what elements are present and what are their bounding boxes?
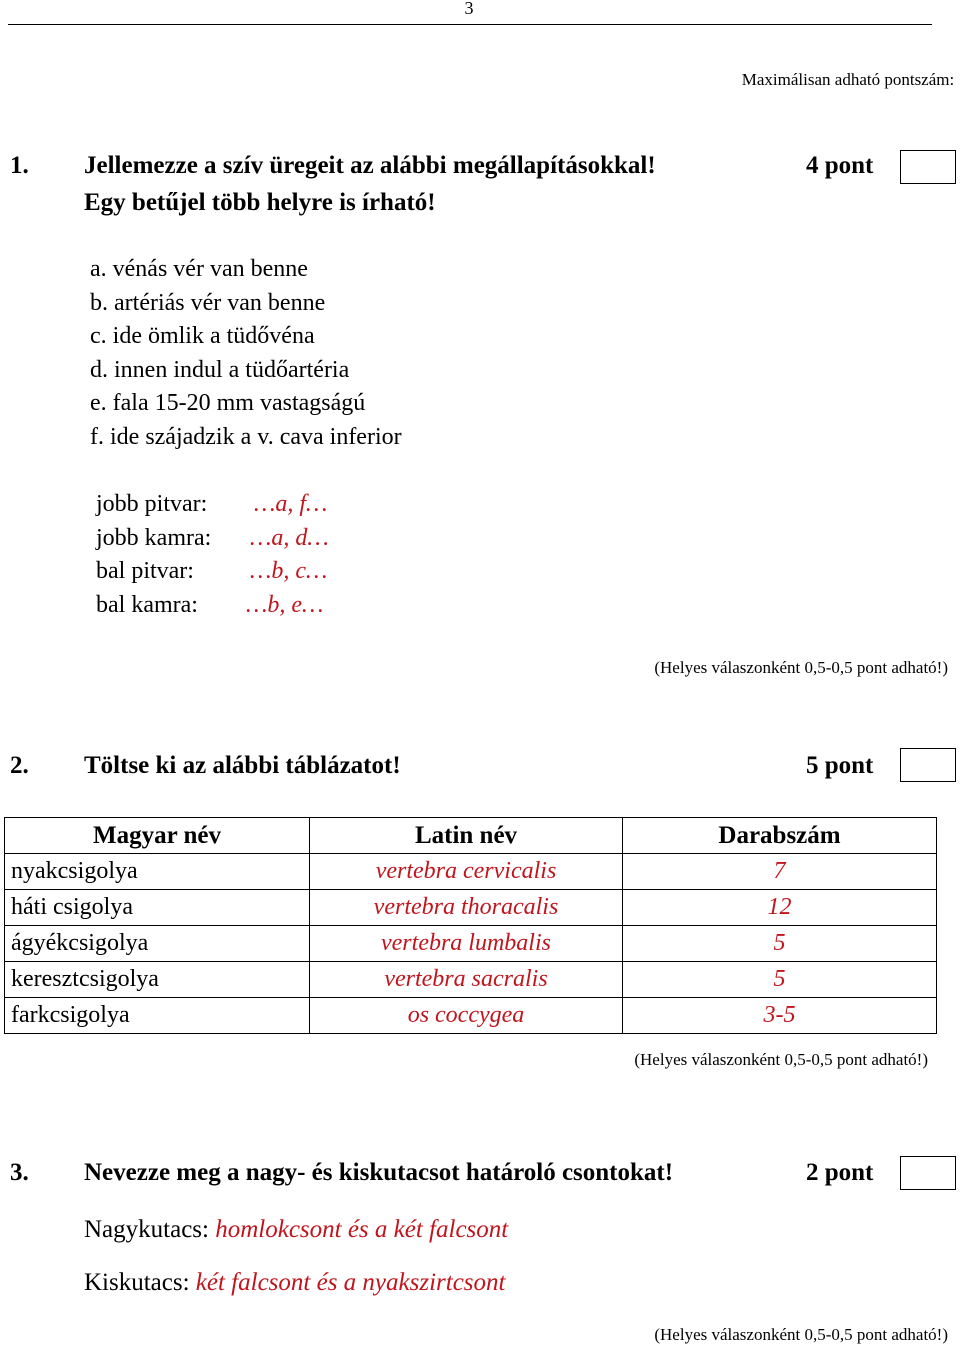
header-count: Darabszám	[623, 818, 937, 854]
q3-answer-value[interactable]: két falcsont és a nyakszirtcsont	[195, 1269, 506, 1296]
q1-option: a. vénás vér van benne	[90, 256, 308, 282]
q3-points: 2 pont	[806, 1159, 874, 1186]
q1-answer-label: jobb kamra:	[96, 525, 212, 551]
q3-score-box[interactable]	[900, 1156, 956, 1190]
table-row	[5, 854, 937, 890]
q1-option: f. ide szájadzik a v. cava inferior	[90, 424, 402, 450]
cell-count[interactable]: 7	[623, 854, 937, 890]
cell-count[interactable]: 12	[623, 890, 937, 926]
q1-answer-label: bal kamra:	[96, 592, 198, 618]
cell-latin[interactable]: vertebra cervicalis	[310, 854, 623, 890]
q3-number: 3.	[10, 1159, 29, 1186]
cell-latin[interactable]: os coccygea	[310, 998, 623, 1034]
q1-option: c. ide ömlik a tüdővéna	[90, 323, 315, 349]
page-number: 3	[464, 0, 474, 18]
q3-answer-label: Nagykutacs:	[84, 1216, 209, 1243]
q1-title: Jellemezze a szív üregeit az alábbi megállapításokkal!	[84, 152, 656, 179]
q1-option: b. artériás vér van benne	[90, 290, 326, 316]
q1-score-box[interactable]	[900, 150, 956, 184]
table-row	[5, 962, 937, 998]
vertebrae-table	[4, 817, 937, 1034]
q1-number: 1.	[10, 152, 29, 179]
q2-scoring-note: (Helyes válaszonként 0,5-0,5 pont adható!)	[634, 1050, 928, 1069]
q1-option: d. innen indul a tüdőartéria	[90, 357, 350, 383]
q1-answer-value[interactable]: …a, f…	[254, 491, 328, 517]
table-row	[5, 926, 937, 962]
q1-answer-value[interactable]: …a, d…	[250, 525, 329, 551]
table-row	[5, 998, 937, 1034]
table-row	[5, 890, 937, 926]
q2-points: 5 pont	[806, 752, 874, 779]
q1-answer-value[interactable]: …b, c…	[250, 558, 328, 584]
q1-points: 4 pont	[806, 152, 874, 179]
header-latin-name: Latin név	[310, 818, 623, 854]
q3-answer-value[interactable]: homlokcsont és a két falcsont	[215, 1216, 509, 1243]
q3-scoring-note: (Helyes válaszonként 0,5-0,5 pont adható!)	[654, 1325, 948, 1344]
cell-count[interactable]: 5	[623, 962, 937, 998]
cell-hungarian: keresztcsigolya	[5, 962, 310, 998]
q1-option: e. fala 15-20 mm vastagságú	[90, 390, 366, 416]
q2-score-box[interactable]	[900, 748, 956, 782]
header-rule	[8, 24, 932, 25]
cell-latin[interactable]: vertebra sacralis	[310, 962, 623, 998]
cell-hungarian: farkcsigolya	[5, 998, 310, 1034]
cell-count[interactable]: 3-5	[623, 998, 937, 1034]
q3-title: Nevezze meg a nagy- és kiskutacsot határoló csontokat!	[84, 1159, 674, 1186]
q1-answer-label: bal pitvar:	[96, 558, 194, 584]
max-points-label: Maximálisan adható pontszám:	[741, 70, 955, 89]
cell-hungarian: ágyékcsigolya	[5, 926, 310, 962]
q3-answer-row	[84, 1216, 508, 1244]
q3-answer-row	[84, 1269, 505, 1297]
q2-number: 2.	[10, 752, 29, 779]
cell-latin[interactable]: vertebra lumbalis	[310, 926, 623, 962]
q1-answer-value[interactable]: …b, e…	[246, 592, 324, 618]
header-hungarian-name: Magyar név	[5, 818, 310, 854]
cell-hungarian: háti csigolya	[5, 890, 310, 926]
q3-answer-label: Kiskutacs:	[84, 1269, 190, 1296]
q1-subtitle: Egy betűjel több helyre is írható!	[84, 189, 436, 216]
cell-latin[interactable]: vertebra thoracalis	[310, 890, 623, 926]
table-header-row	[5, 818, 937, 854]
q1-answer-label: jobb pitvar:	[96, 491, 208, 517]
q1-scoring-note: (Helyes válaszonként 0,5-0,5 pont adható!)	[654, 658, 948, 677]
cell-count[interactable]: 5	[623, 926, 937, 962]
q2-title: Töltse ki az alábbi táblázatot!	[84, 752, 401, 779]
cell-hungarian: nyakcsigolya	[5, 854, 310, 890]
